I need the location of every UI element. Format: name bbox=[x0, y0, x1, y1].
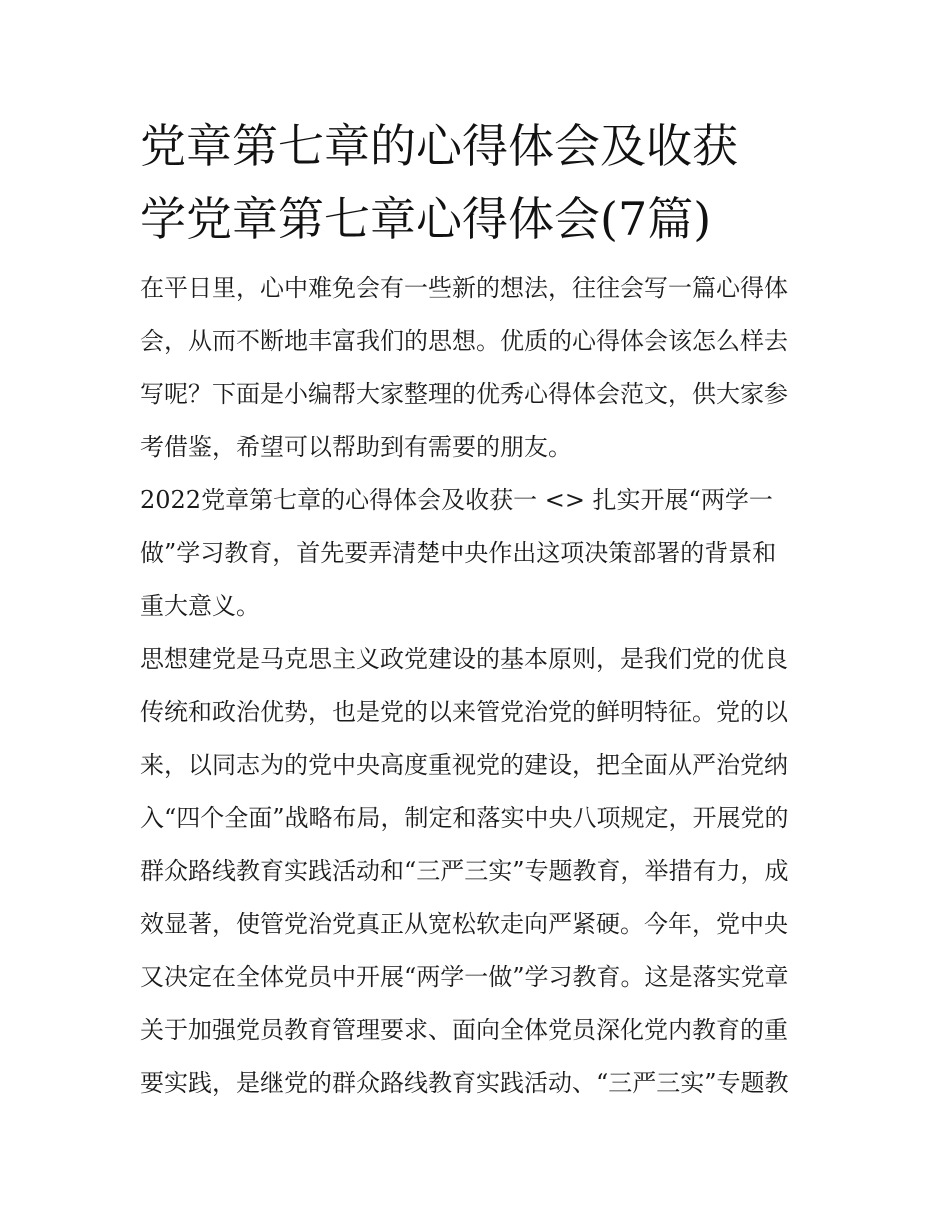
title-line: 党章第七章的心得体会及收获 bbox=[140, 119, 738, 173]
section-heading-paragraph bbox=[140, 474, 820, 633]
paragraph-line: 关于加强党员教育管理要求、面向全体党员深化党内教育的重 bbox=[140, 1016, 788, 1044]
intro-paragraph bbox=[140, 262, 820, 474]
document-title bbox=[140, 110, 820, 256]
paragraph-line: 在平日里，心中难免会有一些新的想法，往往会写一篇心得体 bbox=[140, 274, 788, 302]
body-paragraph bbox=[140, 633, 820, 1110]
paragraph-line: 重大意义。 bbox=[140, 592, 260, 620]
paragraph-line: 入“四个全面”战略布局，制定和落实中央八项规定，开展党的 bbox=[140, 804, 789, 832]
paragraph-line: 会，从而不断地丰富我们的思想。优质的心得体会该怎么样去 bbox=[140, 327, 788, 355]
paragraph-line: 群众路线教育实践活动和“三严三实”专题教育，举措有力，成 bbox=[140, 857, 789, 885]
document-content bbox=[140, 110, 820, 1110]
paragraph-line: 又决定在全体党员中开展“两学一做”学习教育。这是落实党章 bbox=[140, 963, 789, 991]
paragraph-line: 效显著，使管党治党真正从宽松软走向严紧硬。今年，党中央 bbox=[140, 910, 788, 938]
paragraph-line: 写呢？下面是小编帮大家整理的优秀心得体会范文，供大家参 bbox=[140, 380, 788, 408]
paragraph-line: 考借鉴，希望可以帮助到有需要的朋友。 bbox=[140, 433, 572, 461]
paragraph-line: 来，以同志为的党中央高度重视党的建设，把全面从严治党纳 bbox=[140, 751, 788, 779]
paragraph-line: 要实践，是继党的群众路线教育实践活动、“三严三实”专题教 bbox=[140, 1069, 789, 1097]
paragraph-line: 做”学习教育，首先要弄清楚中央作出这项决策部署的背景和 bbox=[140, 539, 777, 567]
title-line: 学党章第七章心得体会(7篇) bbox=[140, 192, 712, 246]
paragraph-line: 传统和政治优势，也是党的以来管党治党的鲜明特征。党的以 bbox=[140, 698, 788, 726]
paragraph-line: 思想建党是马克思主义政党建设的基本原则，是我们党的优良 bbox=[140, 645, 788, 673]
paragraph-line: 2022党章第七章的心得体会及收获一 <> 扎实开展“两学一 bbox=[140, 486, 773, 514]
